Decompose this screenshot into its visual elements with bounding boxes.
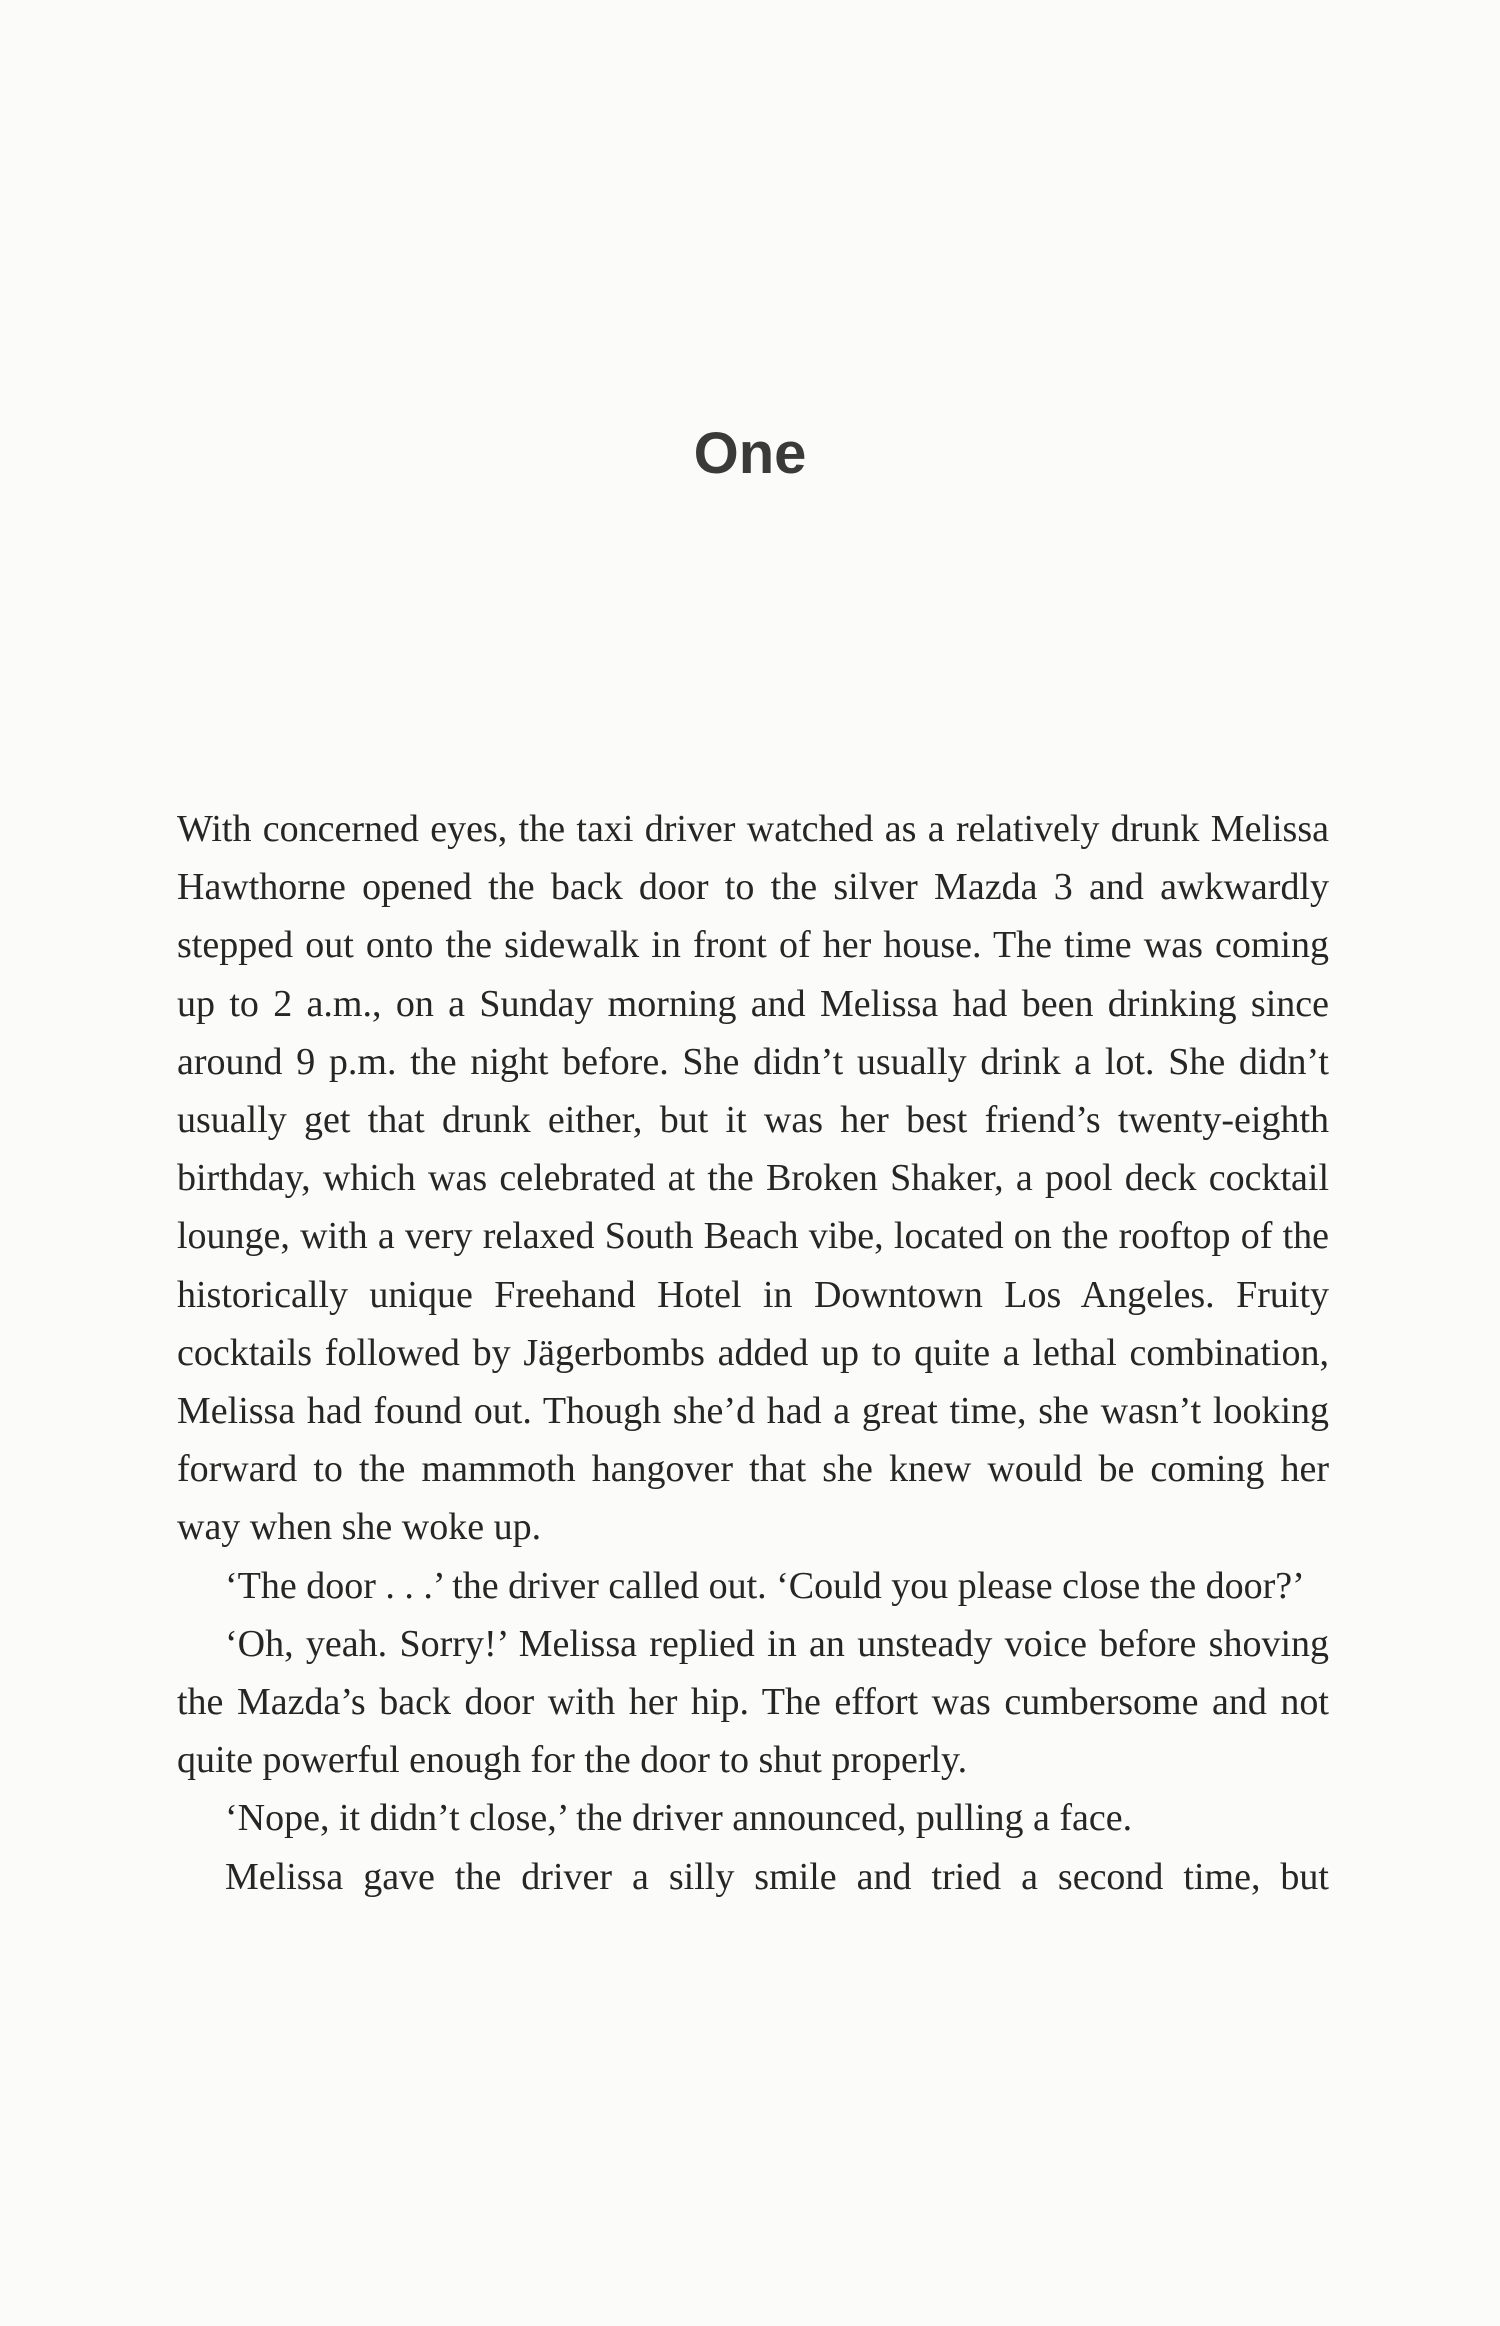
paragraph-5: Melissa gave the driver a silly smile and tried a second time, but [225, 1855, 1329, 1898]
paragraph-3: ‘Oh, yeah. Sorry!’ Melissa replied in an unsteady voice before shoving the Mazda’s back door with her hip. The effort was cumbersome and not quite powerful enough for the door to shut properly. [177, 1622, 1329, 1782]
chapter-title: One [693, 421, 807, 486]
paragraph-4: ‘Nope, it didn’t close,’ the driver announced, pulling a face. [225, 1797, 1133, 1840]
paragraph-1: With concerned eyes, the taxi driver watched as a relatively drunk Melissa Hawthorne opened the back door to the silver Mazda 3 and awkwardly stepped out onto the sidewalk in front of her house. The time was coming up to 2 a.m., on a Sunday morning and Melissa had been drinking since around 9 p.m. the night before. She didn’t usually drink a lot. She didn’t usually get that drunk either, but it was her best friend’s twenty-eighth birthday, which was celebrated at the Broken Shaker, a pool deck cocktail lounge, with a very relaxed South Beach vibe, located on the rooftop of the historically unique Freehand Hotel in Downtown Los Angeles. Fruity cocktails followed by Jägerbombs added up to quite a lethal combination, Melissa had found out. Though she’d had a great time, she wasn’t looking forward to the mammoth hangover that she knew would be coming her way when she woke up. [177, 808, 1329, 1549]
paragraph-2: ‘The door . . .’ the driver called out. ‘Could you please close the door?’ [225, 1564, 1305, 1607]
chapter-body [177, 800, 1329, 1906]
